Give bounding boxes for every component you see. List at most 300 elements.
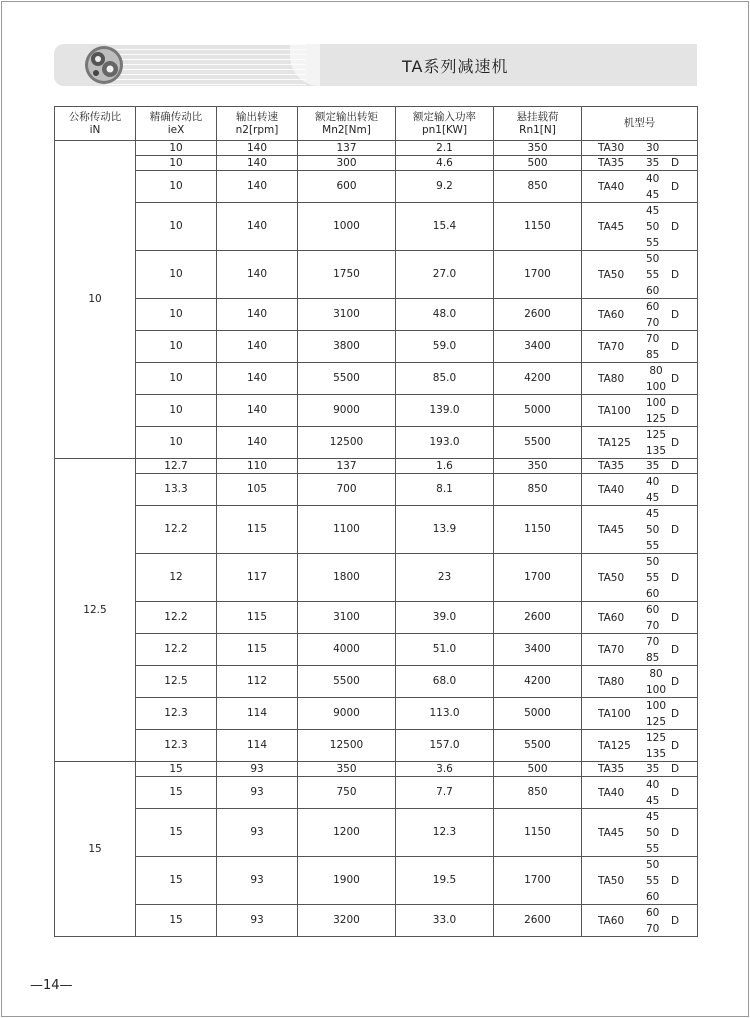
flange-size: 100 — [646, 683, 667, 696]
rn1-cell: 850 — [494, 474, 582, 506]
model-name: TA40 — [598, 786, 625, 799]
rn1-cell: 350 — [494, 459, 582, 474]
pn1-cell: 7.7 — [396, 777, 494, 809]
n2-cell: 114 — [217, 730, 298, 762]
iex-cell: 15 — [136, 762, 217, 777]
flange-size-list — [646, 761, 659, 777]
flange-size-list — [646, 698, 666, 730]
n2-cell: 115 — [217, 602, 298, 634]
table-row — [55, 730, 698, 762]
table-row — [55, 331, 698, 363]
n2-cell: 140 — [217, 331, 298, 363]
iex-cell: 13.3 — [136, 474, 217, 506]
flange-size: 100 — [646, 380, 667, 393]
n2-cell: 140 — [217, 156, 298, 171]
flange-size-list — [646, 363, 666, 395]
n2-cell: 115 — [217, 506, 298, 554]
rn1-cell: 5500 — [494, 427, 582, 459]
flange-size: 60 — [646, 284, 660, 297]
pn1-cell: 19.5 — [396, 857, 494, 905]
model-d-suffix: D — [671, 523, 680, 536]
n2-cell: 140 — [217, 251, 298, 299]
model-d-suffix: D — [671, 643, 680, 656]
model-name: TA60 — [598, 308, 625, 321]
mn2-cell: 12500 — [298, 427, 396, 459]
model-cell — [582, 459, 698, 474]
flange-size: 60 — [646, 603, 660, 616]
n2-cell: 140 — [217, 299, 298, 331]
table-row — [55, 395, 698, 427]
flange-size-list — [646, 140, 659, 156]
flange-size: 125 — [646, 731, 667, 744]
flange-size: 50 — [646, 252, 660, 265]
mn2-cell: 700 — [298, 474, 396, 506]
table-row — [55, 666, 698, 698]
model-cell — [582, 730, 698, 762]
flange-size: 40 — [646, 475, 660, 488]
model-d-suffix: D — [671, 483, 680, 496]
mn2-cell: 300 — [298, 156, 396, 171]
flange-size: 80 — [649, 364, 663, 377]
pn1-cell: 23 — [396, 554, 494, 602]
iex-cell: 10 — [136, 395, 217, 427]
gearbox-logo-icon — [84, 45, 124, 85]
flange-size: 55 — [646, 268, 660, 281]
flange-size: 125 — [646, 412, 667, 425]
rn1-cell: 2600 — [494, 905, 582, 937]
rn1-cell: 2600 — [494, 299, 582, 331]
rn1-cell: 1150 — [494, 506, 582, 554]
table-row — [55, 427, 698, 459]
model-cell — [582, 905, 698, 937]
flange-size-list — [646, 857, 659, 905]
mn2-cell: 1200 — [298, 809, 396, 857]
mn2-cell: 1900 — [298, 857, 396, 905]
model-d-suffix: D — [671, 308, 680, 321]
model-d-suffix: D — [671, 611, 680, 624]
n2-cell: 112 — [217, 666, 298, 698]
model-cell — [582, 395, 698, 427]
flange-size: 45 — [646, 507, 660, 520]
flange-size: 70 — [646, 316, 660, 329]
iex-cell: 15 — [136, 809, 217, 857]
model-name: TA50 — [598, 571, 625, 584]
iex-cell: 15 — [136, 857, 217, 905]
iex-cell: 10 — [136, 251, 217, 299]
mn2-cell: 137 — [298, 141, 396, 156]
model-d-suffix: D — [671, 436, 680, 449]
pn1-cell: 3.6 — [396, 762, 494, 777]
table-header-row — [55, 107, 698, 141]
mn2-cell: 1100 — [298, 506, 396, 554]
rn1-cell: 500 — [494, 156, 582, 171]
rn1-cell: 1700 — [494, 251, 582, 299]
pn1-cell: 33.0 — [396, 905, 494, 937]
rn1-cell: 3400 — [494, 331, 582, 363]
col-header-input-power: 额定输入功率 pn1[KW] — [396, 107, 494, 141]
iex-cell: 15 — [136, 905, 217, 937]
n2-cell: 110 — [217, 459, 298, 474]
table-row — [55, 905, 698, 937]
flange-size: 60 — [646, 300, 660, 313]
mn2-cell: 9000 — [298, 395, 396, 427]
mn2-cell: 750 — [298, 777, 396, 809]
model-cell — [582, 331, 698, 363]
model-cell — [582, 857, 698, 905]
rn1-cell: 4200 — [494, 363, 582, 395]
flange-size: 55 — [646, 539, 660, 552]
mn2-cell: 1000 — [298, 203, 396, 251]
n2-cell: 93 — [217, 905, 298, 937]
flange-size: 45 — [646, 794, 660, 807]
flange-size-list — [646, 554, 659, 602]
iex-cell: 10 — [136, 203, 217, 251]
model-d-suffix: D — [671, 459, 680, 472]
page-title: TA系列减速机 — [402, 57, 509, 76]
model-d-suffix: D — [671, 675, 680, 688]
model-cell — [582, 602, 698, 634]
mn2-cell: 12500 — [298, 730, 396, 762]
model-cell — [582, 809, 698, 857]
pn1-cell: 2.1 — [396, 141, 494, 156]
banner-stripes — [106, 44, 306, 86]
table-row — [55, 602, 698, 634]
flange-size: 125 — [646, 428, 667, 441]
table-row — [55, 299, 698, 331]
model-name: TA80 — [598, 372, 625, 385]
model-cell — [582, 251, 698, 299]
rn1-cell: 350 — [494, 141, 582, 156]
flange-size: 40 — [646, 778, 660, 791]
pn1-cell: 8.1 — [396, 474, 494, 506]
table-row — [55, 634, 698, 666]
n2-cell: 140 — [217, 171, 298, 203]
flange-size-list — [646, 474, 659, 506]
model-name: TA60 — [598, 611, 625, 624]
model-name: TA100 — [598, 404, 631, 417]
pn1-cell: 4.6 — [396, 156, 494, 171]
flange-size: 50 — [646, 858, 660, 871]
col-header-output-torque: 额定输出转矩 Mn2[Nm] — [298, 107, 396, 141]
mn2-cell: 350 — [298, 762, 396, 777]
table-row — [55, 459, 698, 474]
mn2-cell: 137 — [298, 459, 396, 474]
pn1-cell: 68.0 — [396, 666, 494, 698]
table-row — [55, 251, 698, 299]
model-name: TA45 — [598, 826, 625, 839]
rn1-cell: 1700 — [494, 554, 582, 602]
table-row — [55, 203, 698, 251]
flange-size-list — [646, 155, 659, 171]
flange-size: 60 — [646, 906, 660, 919]
n2-cell: 93 — [217, 809, 298, 857]
flange-size-list — [646, 634, 659, 666]
pn1-cell: 12.3 — [396, 809, 494, 857]
n2-cell: 140 — [217, 363, 298, 395]
iex-cell: 12.3 — [136, 730, 217, 762]
model-d-suffix: D — [671, 762, 680, 775]
model-name: TA100 — [598, 707, 631, 720]
iex-cell: 10 — [136, 363, 217, 395]
mn2-cell: 1750 — [298, 251, 396, 299]
flange-size: 70 — [646, 635, 660, 648]
flange-size: 55 — [646, 571, 660, 584]
iex-cell: 10 — [136, 141, 217, 156]
flange-size: 70 — [646, 619, 660, 632]
model-d-suffix: D — [671, 268, 680, 281]
model-name: TA70 — [598, 643, 625, 656]
table-row — [55, 506, 698, 554]
flange-size: 60 — [646, 890, 660, 903]
flange-size: 80 — [649, 667, 663, 680]
iex-cell: 15 — [136, 777, 217, 809]
flange-size: 70 — [646, 332, 660, 345]
model-cell — [582, 762, 698, 777]
model-name: TA125 — [598, 436, 631, 449]
flange-size: 100 — [646, 396, 667, 409]
iex-cell: 12.3 — [136, 698, 217, 730]
flange-size: 35 — [646, 763, 660, 775]
title-banner — [54, 44, 697, 86]
table-row — [55, 762, 698, 777]
model-cell — [582, 634, 698, 666]
model-cell — [582, 203, 698, 251]
model-d-suffix: D — [671, 156, 680, 169]
table-row — [55, 857, 698, 905]
n2-cell: 105 — [217, 474, 298, 506]
model-d-suffix: D — [671, 404, 680, 417]
model-d-suffix: D — [671, 914, 680, 927]
pn1-cell: 9.2 — [396, 171, 494, 203]
pn1-cell: 39.0 — [396, 602, 494, 634]
flange-size: 85 — [646, 348, 660, 361]
pn1-cell: 48.0 — [396, 299, 494, 331]
table-row — [55, 809, 698, 857]
flange-size: 55 — [646, 842, 660, 855]
model-cell — [582, 666, 698, 698]
mn2-cell: 3100 — [298, 602, 396, 634]
model-name: TA60 — [598, 914, 625, 927]
col-header-overhung-load: 悬挂载荷 Rn1[N] — [494, 107, 582, 141]
iex-cell: 12.2 — [136, 506, 217, 554]
pn1-cell: 59.0 — [396, 331, 494, 363]
nominal-ratio-cell: 12.5 — [55, 459, 136, 762]
model-name: TA45 — [598, 220, 625, 233]
col-header-output-speed: 输出转速 n2[rpm] — [217, 107, 298, 141]
rn1-cell: 5000 — [494, 698, 582, 730]
iex-cell: 10 — [136, 156, 217, 171]
model-d-suffix: D — [671, 874, 680, 887]
model-name: TA40 — [598, 483, 625, 496]
model-name: TA35 — [598, 762, 625, 775]
n2-cell: 140 — [217, 203, 298, 251]
model-cell — [582, 777, 698, 809]
model-d-suffix: D — [671, 340, 680, 353]
model-name: TA125 — [598, 739, 631, 752]
model-cell — [582, 156, 698, 171]
iex-cell: 10 — [136, 331, 217, 363]
flange-size: 100 — [646, 699, 667, 712]
col-header-exact-ratio: 精确传动比 ieX — [136, 107, 217, 141]
flange-size-list — [646, 809, 659, 857]
flange-size: 135 — [646, 444, 667, 457]
model-name: TA45 — [598, 523, 625, 536]
rn1-cell: 850 — [494, 171, 582, 203]
model-cell — [582, 363, 698, 395]
mn2-cell: 5500 — [298, 666, 396, 698]
flange-size-list — [646, 730, 666, 762]
rn1-cell: 4200 — [494, 666, 582, 698]
iex-cell: 12.7 — [136, 459, 217, 474]
pn1-cell: 1.6 — [396, 459, 494, 474]
flange-size-list — [646, 777, 659, 809]
col-header-nominal-ratio: 公称传动比 iN — [55, 107, 136, 141]
pn1-cell: 157.0 — [396, 730, 494, 762]
flange-size-list — [646, 171, 659, 203]
flange-size: 45 — [646, 491, 660, 504]
table-row — [55, 698, 698, 730]
mn2-cell: 9000 — [298, 698, 396, 730]
model-name: TA35 — [598, 459, 625, 472]
n2-cell: 117 — [217, 554, 298, 602]
n2-cell: 93 — [217, 777, 298, 809]
model-name: TA50 — [598, 874, 625, 887]
table-row — [55, 363, 698, 395]
flange-size: 55 — [646, 236, 660, 249]
flange-size-list — [646, 666, 666, 698]
mn2-cell: 4000 — [298, 634, 396, 666]
flange-size: 125 — [646, 715, 667, 728]
model-d-suffix: D — [671, 826, 680, 839]
flange-size: 60 — [646, 587, 660, 600]
pn1-cell: 51.0 — [396, 634, 494, 666]
model-cell — [582, 554, 698, 602]
flange-size-list — [646, 905, 659, 937]
mn2-cell: 600 — [298, 171, 396, 203]
model-cell — [582, 506, 698, 554]
table-row — [55, 156, 698, 171]
model-name: TA30 — [598, 141, 625, 154]
flange-size: 30 — [646, 142, 660, 154]
page-number: —14— — [30, 978, 73, 993]
mn2-cell: 3100 — [298, 299, 396, 331]
mn2-cell: 1800 — [298, 554, 396, 602]
spec-table — [54, 106, 698, 937]
rn1-cell: 500 — [494, 762, 582, 777]
flange-size: 45 — [646, 188, 660, 201]
flange-size: 35 — [646, 460, 660, 472]
iex-cell: 10 — [136, 299, 217, 331]
iex-cell: 10 — [136, 171, 217, 203]
flange-size-list — [646, 458, 659, 474]
flange-size: 35 — [646, 157, 660, 169]
table-row — [55, 777, 698, 809]
model-name: TA70 — [598, 340, 625, 353]
iex-cell: 12.2 — [136, 602, 217, 634]
flange-size-list — [646, 395, 666, 427]
rn1-cell: 5500 — [494, 730, 582, 762]
pn1-cell: 113.0 — [396, 698, 494, 730]
pn1-cell: 15.4 — [396, 203, 494, 251]
n2-cell: 140 — [217, 395, 298, 427]
flange-size: 50 — [646, 555, 660, 568]
table-row — [55, 554, 698, 602]
rn1-cell: 3400 — [494, 634, 582, 666]
flange-size: 55 — [646, 874, 660, 887]
flange-size: 50 — [646, 523, 660, 536]
flange-size-list — [646, 331, 659, 363]
model-cell — [582, 698, 698, 730]
mn2-cell: 3800 — [298, 331, 396, 363]
pn1-cell: 85.0 — [396, 363, 494, 395]
nominal-ratio-cell: 15 — [55, 762, 136, 937]
rn1-cell: 2600 — [494, 602, 582, 634]
n2-cell: 93 — [217, 857, 298, 905]
model-d-suffix: D — [671, 707, 680, 720]
flange-size-list — [646, 602, 659, 634]
flange-size-list — [646, 251, 659, 299]
table-row — [55, 474, 698, 506]
rn1-cell: 1150 — [494, 203, 582, 251]
rn1-cell: 5000 — [494, 395, 582, 427]
model-cell — [582, 299, 698, 331]
flange-size-list — [646, 427, 666, 459]
model-name: TA40 — [598, 180, 625, 193]
pn1-cell: 193.0 — [396, 427, 494, 459]
flange-size-list — [646, 203, 659, 251]
flange-size: 70 — [646, 922, 660, 935]
model-d-suffix: D — [671, 786, 680, 799]
flange-size: 45 — [646, 204, 660, 217]
iex-cell: 12.2 — [136, 634, 217, 666]
model-cell — [582, 474, 698, 506]
n2-cell: 140 — [217, 427, 298, 459]
flange-size-list — [646, 506, 659, 554]
nominal-ratio-cell: 10 — [55, 141, 136, 459]
table-row — [55, 171, 698, 203]
model-name: TA35 — [598, 156, 625, 169]
mn2-cell: 3200 — [298, 905, 396, 937]
pn1-cell: 139.0 — [396, 395, 494, 427]
model-name: TA50 — [598, 268, 625, 281]
rn1-cell: 850 — [494, 777, 582, 809]
model-d-suffix: D — [671, 220, 680, 233]
flange-size: 50 — [646, 220, 660, 233]
iex-cell: 12.5 — [136, 666, 217, 698]
n2-cell: 115 — [217, 634, 298, 666]
model-d-suffix: D — [671, 739, 680, 752]
model-d-suffix: D — [671, 372, 680, 385]
model-cell — [582, 171, 698, 203]
iex-cell: 12 — [136, 554, 217, 602]
pn1-cell: 27.0 — [396, 251, 494, 299]
flange-size: 45 — [646, 810, 660, 823]
model-cell — [582, 141, 698, 156]
flange-size: 40 — [646, 172, 660, 185]
flange-size: 50 — [646, 826, 660, 839]
flange-size: 135 — [646, 747, 667, 760]
pn1-cell: 13.9 — [396, 506, 494, 554]
table-row — [55, 141, 698, 156]
model-cell — [582, 427, 698, 459]
model-d-suffix: D — [671, 571, 680, 584]
rn1-cell: 1700 — [494, 857, 582, 905]
n2-cell: 114 — [217, 698, 298, 730]
mn2-cell: 5500 — [298, 363, 396, 395]
model-d-suffix: D — [671, 180, 680, 193]
flange-size: 85 — [646, 651, 660, 664]
flange-size-list — [646, 299, 659, 331]
